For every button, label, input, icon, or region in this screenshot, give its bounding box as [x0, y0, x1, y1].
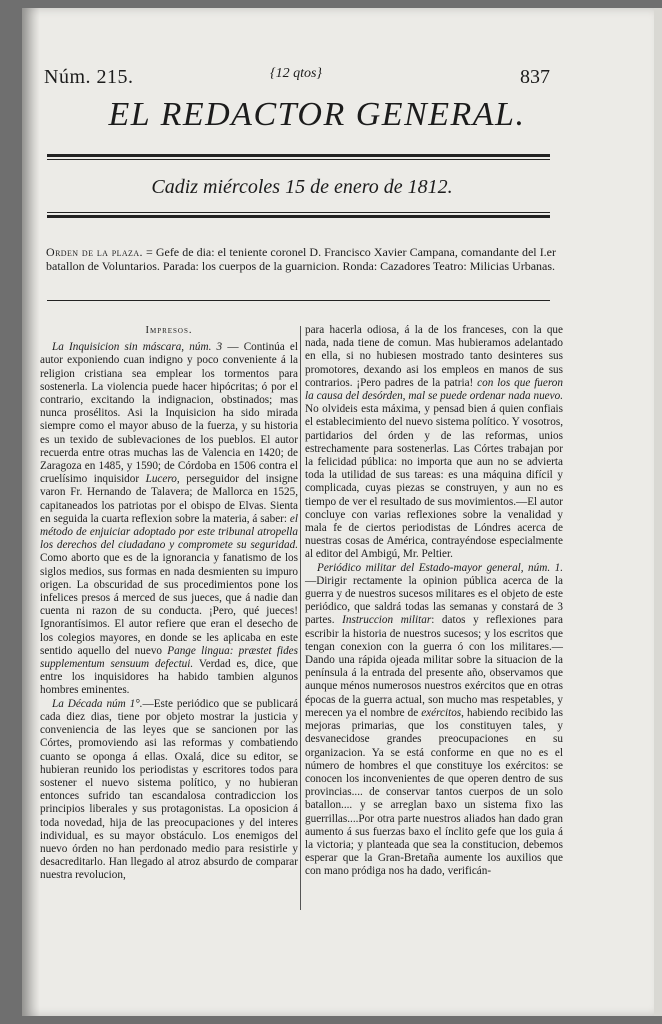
newspaper-page	[22, 8, 654, 1016]
dateline-rule-thick	[47, 215, 550, 218]
sheet-count: {12 qtos}	[270, 66, 323, 81]
article-inquisicion: La Inquisicion sin máscara, núm. 3 — Continúa el autor exponiendo cuan indigno y poco conveniente á la religion cristiana sea emplear los tormentos para sostenerla. La violencia puede hacer hipócritas; ó por el contrario, excitando la indignacion, obstinados; mas nunca prosélitos. Asi la Inquisicion ha sido mirada siempre como el mayor abuso de la fuerza, y su historia es un texido de sublevaciones de los pueblos. El autor recuerda entre otras muchas las de Valencia en 1420; de Zaragoza en 1485, y 1590; de Córdoba en 1506 contra el cruelísimo inquisidor Lucero, perseguidor del insigne varon Fr. Hernando de Talavera; de Mallorca en 1525, capitaneados los patriotas por el obispo de Elvas. Sienta en seguida la cuarta reflexion sobre la materia, á saber: el método de enjuiciar adoptado por este tribunal atropella los derechos del ciudadano y compromete su seguridad. Como aborto que es de la ignorancia y fanatismo de los siglos medios, sus formas en nada desmienten su impuro origen. La obscuridad de sus procedimientos pone los infelices presos á merced de sus jueces, que á nadie dan cuenta ni razon de su conducta. ¡Pero, qué jueces! Ignorantísimos. El autor refiere que eran el desecho de los colegios mayores, en donde se les aplicaba en este sentido aquello del nuevo Pange lingua: præstet fides supplementum sensuum defectui. Verdad es, dice, que entre los inquisidores ha habido tambien algunos hombres eminentes.	[40, 341, 299, 697]
dateline-rule-thin	[47, 212, 550, 213]
column-divider	[300, 326, 301, 910]
orden-rule	[47, 300, 550, 301]
section-heading-impresos: Impresos.	[145, 325, 193, 336]
article-decada: La Década núm 1°.—Este periódico que se publicará cada diez dias, tiene por objeto mostrar la justicia y conveniencia de las leyes que se sancionen por las Córtes, promoviendo asi las reformas y combatiendo cuanto se oponga á ellas. Oxalá, dice su editor, se hubieran reunido los periodistas y escritores todos para sostener el nuevo sistema político, y no hubieran entonces sufrido tan escandalosa contradiccion los principios liberales y sus protagonistas. La oposicion á toda novedad, hija de las preocupaciones y del interes individual, es su mayor obstáculo. Los enemigos del nuevo órden no han perdonado medio para resistirle y desacreditarlo. Han llegado al atroz absurdo de comparar nuestra revolucion,	[40, 697, 298, 882]
article-title: La Década núm 1°.	[52, 697, 143, 710]
dateline: Cadiz miércoles 15 de enero de 1812.	[151, 176, 453, 198]
article-title: La Inquisicion sin máscara, núm. 3	[52, 341, 223, 354]
article-decada-continued: para hacerla odiosa, á la de los franceses, con la que nada, nada tiene de comun. Mas hubieramos adelantado en ella, si no hubiesen mostrado tanto desinteres sus promotores, dexando asi los empleos en manos de sus contrarios. ¡Pero padres de la patria! con los que fueron la causa del desórden, mal se puede ordenar nada nuevo. No olvideis esta máxima, y pensad bien á quien confiais el establecimiento del nuevo sistema político. Y vosotros, partidarios del órden y de las reformas, unios estrechamente para sostenerlas. Las Córtes trabajan por la felicidad pública: no importa que aun no se advierta toda la utilidad de sus tareas: es una máquina difícil y complicada, cuyas piezas se construyen, y aun no es tiempo de ver el resultado de sus movimientos.—El autor concluye con varias reflexiones sobre la venalidad y mala fe de ciertos periodistas de Lóndres acerca de nuestras cosas de América, contrayéndose especialmente al editor del Ambigú, Mr. Peltier.	[305, 324, 563, 561]
orden-text: = Gefe de dia: el teniente coronel D. Francisco Xavier Campana, comandante del I.er batallon de Voluntarios. Parada: los cuerpos de la guarnicion. Ronda: Cazadores Teatro: Milicias Urbanas.	[46, 245, 557, 273]
orden-label: Orden de la plaza.	[46, 245, 143, 259]
masthead-title: EL REDACTOR GENERAL.	[108, 96, 526, 133]
article-periodico-militar: Periódico militar del Estado-mayor general, núm. 1. —Dirigir rectamente la opinion pública acerca de la guerra y de nuestros sucesos militares es el objeto de este periódico, que saldrá todas las semanas y constará de 3 partes. Instruccion militar: datos y reflexiones para escribir la historia de nuestros sucesos; y los escritos que tengan conexion con la guerra ó con los militares.—Dando una rápida ojeada militar sobre la situacion de la península á la entrada del presente año, observamos que aunque ménos numerosos nuestros exércitos que en otras épocas de la guerra actual, son mucho mas respetables, y merecen ya el nombre de exércitos, habiendo recibido las mejoras primarias, que los constituyen tales, y desvanecidose grandes preocupaciones en su organizacion. Ya se está conforme en que no es el número de hombres el que constituye los exércitos: se conocen los inconvenientes de que operen dentro de sus provincias.... de conservar tantos cuerpos de un solo batallon.... y se arreglan baxo un sistema fixo las guerrillas....Por otra parte nuestros aliados han dado gran aumento á sus fuerzas baxo el ínclito gefe que los guia á la victoria; y planteada que sea la constitucion, debemos esperar que la Gran-Bretaña aumente los auxilios que con mano pródiga nos ha dado, verificán-	[305, 561, 563, 878]
article-title: Periódico militar del Estado-mayor general, núm. 1.	[317, 561, 563, 574]
orden-de-la-plaza	[46, 245, 556, 273]
masthead-rule-thick	[47, 154, 550, 157]
left-column	[40, 324, 298, 883]
page-number: 837	[520, 66, 550, 88]
page-edge	[654, 8, 662, 1016]
masthead-rule-thin	[47, 159, 550, 160]
page-gutter-shadow	[22, 8, 40, 1016]
right-column	[305, 324, 563, 879]
issue-number: Núm. 215.	[44, 66, 134, 88]
